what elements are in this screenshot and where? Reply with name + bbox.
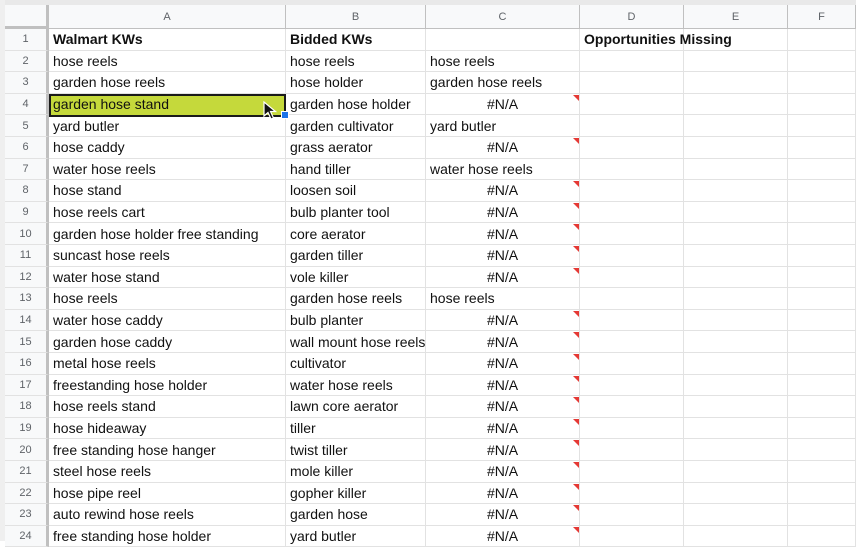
cell-a[interactable]: steel hose reels [49,461,286,483]
column-header-b[interactable]: B [286,5,426,29]
error-indicator [573,181,579,187]
cell-d[interactable] [580,483,684,505]
row-header[interactable]: 4 [5,94,49,116]
cell-e[interactable] [684,526,788,547]
cell-a[interactable]: garden hose caddy [49,331,286,353]
cell-d[interactable] [580,180,684,202]
error-indicator [573,224,579,230]
row-header[interactable]: 5 [5,115,49,137]
error-indicator [573,505,579,511]
cell-f[interactable] [788,461,856,483]
cell-e[interactable] [684,396,788,418]
cell-d[interactable] [580,94,684,116]
cell-a[interactable]: Walmart KWs [49,29,286,51]
cell-d[interactable] [580,245,684,267]
row-header[interactable]: 1 [5,29,49,51]
cell-d[interactable] [580,115,684,137]
cell-c[interactable]: #N/A [426,245,580,267]
row-header[interactable]: 11 [5,245,49,267]
row-header[interactable]: 20 [5,439,49,461]
cell-b[interactable]: twist tiller [286,439,426,461]
cell-f[interactable] [788,202,856,224]
row-header[interactable]: 23 [5,504,49,526]
cell-b[interactable]: bulb planter [286,310,426,332]
cell-b[interactable]: loosen soil [286,180,426,202]
cell-f[interactable] [788,504,856,526]
row-header[interactable]: 3 [5,72,49,94]
cell-c[interactable]: #N/A [426,202,580,224]
error-indicator [573,527,579,533]
cell-d[interactable]: Opportunities Missing [580,29,684,51]
cell-d[interactable] [580,267,684,289]
row-header[interactable]: 17 [5,375,49,397]
cell-a[interactable]: freestanding hose holder [49,375,286,397]
cell-c[interactable]: #N/A [426,353,580,375]
cell-e[interactable] [684,461,788,483]
cell-c[interactable]: #N/A [426,180,580,202]
cell-f[interactable] [788,137,856,159]
error-indicator [573,138,579,144]
cell-f[interactable] [788,526,856,547]
cell-a[interactable]: water hose caddy [49,310,286,332]
cell-c[interactable]: #N/A [426,331,580,353]
cell-a[interactable]: hose caddy [49,137,286,159]
cell-e[interactable] [684,353,788,375]
error-indicator [573,311,579,317]
cell-a[interactable]: hose stand [49,180,286,202]
cell-a[interactable]: hose reels [49,288,286,310]
cell-b[interactable]: vole killer [286,267,426,289]
column-header-f[interactable]: F [788,5,856,29]
row-header[interactable]: 9 [5,202,49,224]
cell-c[interactable]: #N/A [426,310,580,332]
row-header[interactable]: 12 [5,267,49,289]
row-header[interactable]: 10 [5,223,49,245]
cell-b[interactable]: garden hose [286,504,426,526]
cell-a[interactable]: yard butler [49,115,286,137]
cell-d[interactable] [580,439,684,461]
row-header[interactable]: 21 [5,461,49,483]
row-header[interactable]: 7 [5,159,49,181]
row-header[interactable]: 8 [5,180,49,202]
cell-c[interactable]: hose reels [426,288,580,310]
cell-a[interactable]: free standing hose hanger [49,439,286,461]
cell-f[interactable] [788,483,856,505]
cell-e[interactable] [684,483,788,505]
cell-b[interactable]: garden hose holder [286,94,426,116]
cell-a[interactable]: free standing hose holder [49,526,286,547]
cell-e[interactable] [684,115,788,137]
cell-f[interactable] [788,396,856,418]
cell-f[interactable] [788,331,856,353]
cell-b[interactable]: tiller [286,418,426,440]
cell-e[interactable] [684,137,788,159]
cell-d[interactable] [580,51,684,73]
cell-a[interactable]: hose pipe reel [49,483,286,505]
cell-b[interactable]: gopher killer [286,483,426,505]
error-indicator [573,484,579,490]
cell-d[interactable] [580,461,684,483]
cell-b[interactable]: mole killer [286,461,426,483]
cell-e[interactable] [684,94,788,116]
cell-c[interactable] [426,29,580,51]
cell-b[interactable]: cultivator [286,353,426,375]
row-header[interactable]: 24 [5,526,49,547]
cell-e[interactable] [684,375,788,397]
cell-c[interactable]: #N/A [426,223,580,245]
cell-c[interactable]: water hose reels [426,159,580,181]
cell-e[interactable] [684,29,788,51]
cell-f[interactable] [788,375,856,397]
cell-e[interactable] [684,223,788,245]
error-indicator [573,376,579,382]
cell-d[interactable] [580,396,684,418]
cell-b[interactable]: wall mount hose reels [286,331,426,353]
cell-a[interactable]: garden hose holder free standing [49,223,286,245]
cell-d[interactable] [580,137,684,159]
cell-b[interactable]: bulb planter tool [286,202,426,224]
cell-d[interactable] [580,504,684,526]
row-header[interactable]: 13 [5,288,49,310]
cell-f[interactable] [788,94,856,116]
cell-d[interactable] [580,288,684,310]
cell-b[interactable]: hand tiller [286,159,426,181]
cell-f[interactable] [788,180,856,202]
cell-e[interactable] [684,72,788,94]
cell-b[interactable]: hose reels [286,51,426,73]
cell-a[interactable]: auto rewind hose reels [49,504,286,526]
cell-a[interactable]: metal hose reels [49,353,286,375]
cell-e[interactable] [684,202,788,224]
cell-b[interactable]: Bidded KWs [286,29,426,51]
error-indicator [573,397,579,403]
row-header[interactable]: 19 [5,418,49,440]
error-indicator [573,354,579,360]
cell-c[interactable]: #N/A [426,461,580,483]
cell-a[interactable]: hose reels stand [49,396,286,418]
cell-e[interactable] [684,331,788,353]
error-indicator [573,203,579,209]
error-indicator [573,419,579,425]
cell-c[interactable]: #N/A [426,504,580,526]
cell-b[interactable]: lawn core aerator [286,396,426,418]
cell-a[interactable]: suncast hose reels [49,245,286,267]
cell-e[interactable] [684,267,788,289]
cell-f[interactable] [788,439,856,461]
cell-a[interactable]: hose hideaway [49,418,286,440]
cell-c[interactable]: garden hose reels [426,72,580,94]
error-indicator [573,462,579,468]
cell-d[interactable] [580,526,684,547]
cell-a[interactable]: water hose reels [49,159,286,181]
cell-a[interactable]: hose reels [49,51,286,73]
cell-b[interactable]: water hose reels [286,375,426,397]
row-header[interactable]: 15 [5,331,49,353]
row-header[interactable]: 22 [5,483,49,505]
cell-b[interactable]: grass aerator [286,137,426,159]
cell-f[interactable] [788,51,856,73]
cell-f[interactable] [788,288,856,310]
cell-d[interactable] [580,375,684,397]
cell-a[interactable]: garden hose stand [53,96,169,113]
column-header-e[interactable]: E [684,5,788,29]
cell-f[interactable] [788,159,856,181]
select-all-corner[interactable] [5,5,49,29]
cell-f[interactable] [788,29,856,51]
row-header[interactable]: 16 [5,353,49,375]
cell-c[interactable]: #N/A [426,396,580,418]
cell-d[interactable] [580,418,684,440]
error-indicator [573,95,579,101]
cell-c[interactable]: #N/A [426,526,580,547]
cell-b[interactable]: hose holder [286,72,426,94]
error-indicator [573,246,579,252]
cell-e[interactable] [684,418,788,440]
cell-d[interactable] [580,72,684,94]
cell-c[interactable]: hose reels [426,51,580,73]
cell-e[interactable] [684,51,788,73]
row-header[interactable]: 14 [5,310,49,332]
cell-e[interactable] [684,180,788,202]
cell-d[interactable] [580,310,684,332]
error-indicator [573,268,579,274]
row-header[interactable]: 18 [5,396,49,418]
cell-e[interactable] [684,504,788,526]
cell-c[interactable]: yard butler [426,115,580,137]
row-header[interactable]: 2 [5,51,49,73]
cell-f[interactable] [788,72,856,94]
cell-d[interactable] [580,223,684,245]
cell-f[interactable] [788,115,856,137]
cell-d[interactable] [580,202,684,224]
cell-c[interactable]: #N/A [426,418,580,440]
cell-e[interactable] [684,310,788,332]
column-header-a[interactable]: A [49,5,286,29]
cell-c[interactable]: #N/A [426,94,580,116]
cell-b[interactable]: garden cultivator [286,115,426,137]
cell-d[interactable] [580,331,684,353]
cell-d[interactable] [580,159,684,181]
cell-e[interactable] [684,245,788,267]
cell-e[interactable] [684,159,788,181]
row-header[interactable]: 6 [5,137,49,159]
cell-f[interactable] [788,267,856,289]
cell-c[interactable]: #N/A [426,483,580,505]
cell-c[interactable]: #N/A [426,375,580,397]
cell-a[interactable]: garden hose reels [49,72,286,94]
cell-f[interactable] [788,223,856,245]
cell-c[interactable]: #N/A [426,267,580,289]
cell-c[interactable]: #N/A [426,137,580,159]
cell-e[interactable] [684,288,788,310]
cell-b[interactable]: garden tiller [286,245,426,267]
cell-b[interactable]: core aerator [286,223,426,245]
column-header-d[interactable]: D [580,5,684,29]
cell-f[interactable] [788,418,856,440]
cell-c[interactable]: #N/A [426,439,580,461]
cell-e[interactable] [684,439,788,461]
cell-d[interactable] [580,353,684,375]
cell-f[interactable] [788,353,856,375]
cell-a[interactable]: water hose stand [49,267,286,289]
column-header-c[interactable]: C [426,5,580,29]
cell-a[interactable]: hose reels cart [49,202,286,224]
cell-f[interactable] [788,310,856,332]
cell-b[interactable]: yard butler [286,526,426,547]
cell-f[interactable] [788,245,856,267]
error-indicator [573,440,579,446]
cell-b[interactable]: garden hose reels [286,288,426,310]
error-indicator [573,332,579,338]
